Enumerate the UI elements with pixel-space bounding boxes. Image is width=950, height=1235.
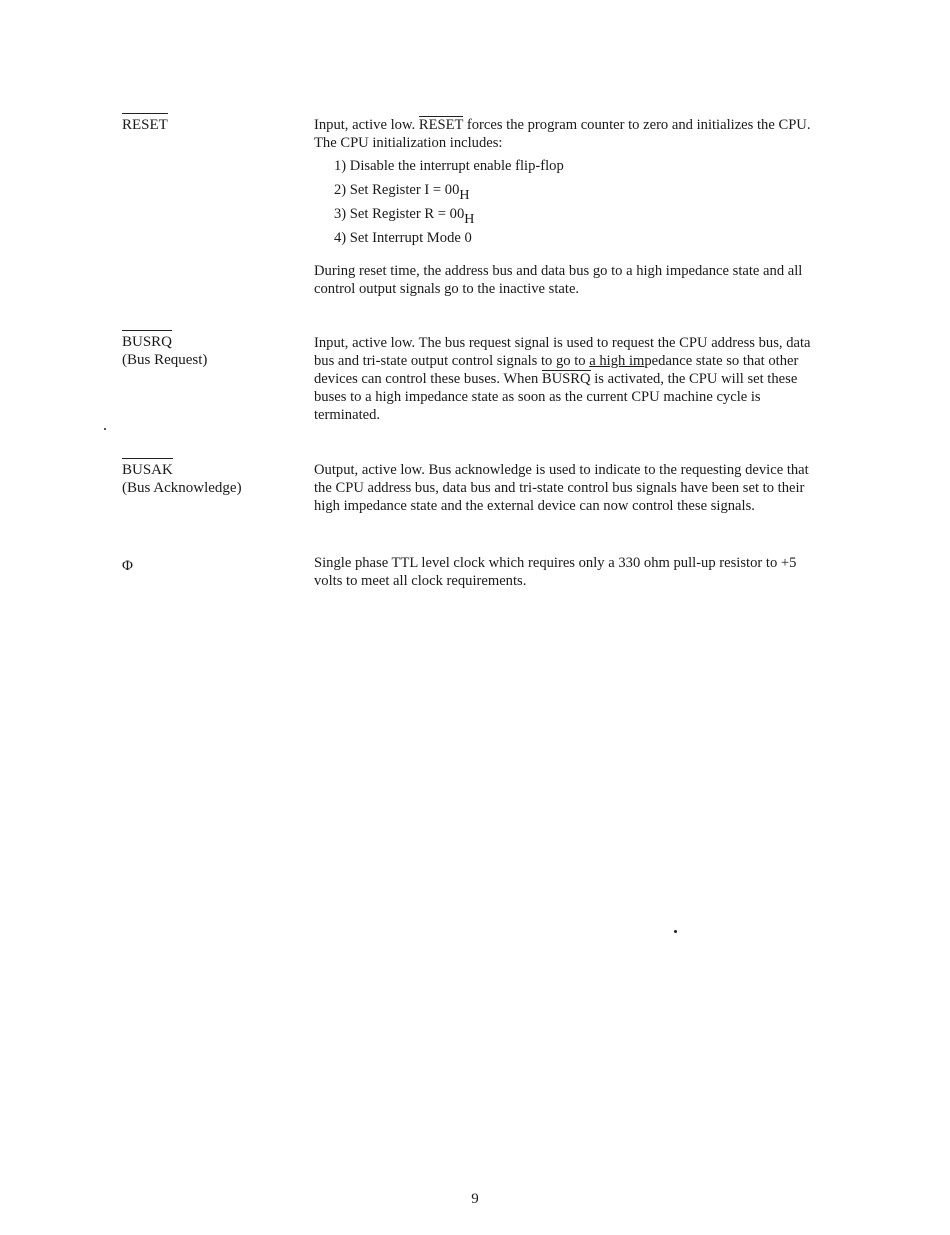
scan-speck <box>104 428 106 430</box>
busrq-description <box>314 334 814 424</box>
phi-description-text: Single phase TTL level clock which requires only a 330 ohm pull-up resistor to +5 volts to meet all clock requirements. <box>314 555 797 589</box>
busrq-description-text <box>314 334 814 424</box>
reset-signal-name: RESET <box>122 113 168 134</box>
reset-signal-label <box>122 113 168 134</box>
busrq-desc-underlined: a high im <box>589 353 645 369</box>
step-text: 3) Set Register R = 00 <box>334 206 465 222</box>
list-item <box>334 180 814 204</box>
hex-subscript: H <box>459 188 470 203</box>
phi-signal-label <box>122 555 133 575</box>
step-text: 4) Set Interrupt Mode 0 <box>334 230 472 246</box>
reset-description-lead <box>314 116 814 152</box>
reset-description <box>314 116 814 298</box>
list-item <box>334 204 814 228</box>
page-number: 9 <box>471 1191 479 1207</box>
reset-desc-part-b: forces the program counter to zero and initializes the CPU. The CPU initialization includes: <box>314 117 811 151</box>
busak-signal-name: BUSAK <box>122 458 173 479</box>
busrq-signal-name: BUSRQ <box>122 330 172 351</box>
busrq-desc-signal: BUSRQ <box>541 371 591 387</box>
reset-initialization-steps <box>334 156 814 252</box>
reset-desc-part-a: Input, active low. <box>314 117 416 133</box>
list-item <box>334 228 814 252</box>
step-text: 1) Disable the interrupt enable flip-flop <box>334 158 564 174</box>
busak-description <box>314 461 814 515</box>
busak-signal-label <box>122 458 242 497</box>
busak-subtitle: (Bus Acknowledge) <box>122 480 242 496</box>
reset-desc-signal: RESET <box>418 117 464 133</box>
list-item <box>334 156 814 180</box>
busrq-desc-part-c: is activated, the CPU will set these buses to a high impedance state as soon as the current CPU machine cycle is terminated. <box>314 371 798 423</box>
scan-speck <box>674 930 677 933</box>
busrq-signal-label <box>122 330 207 369</box>
phi-signal-name: Φ <box>122 558 133 574</box>
busrq-subtitle: (Bus Request) <box>122 352 208 368</box>
busak-description-text: Output, active low. Bus acknowledge is used to indicate to the requesting device that the CPU address bus, data bus and tri-state control bus signals have been set to their high impedance state and the external device can now control these signals. <box>314 462 809 514</box>
step-text: 2) Set Register I = 00 <box>334 182 460 198</box>
hex-subscript: H <box>464 212 475 227</box>
busrq-desc-part-a: Input, active low. The bus request signal is used to request the CPU address bus, data bus and tri-state output control signals to go to <box>314 335 811 369</box>
busrq-desc-part-b: pedance state so that other devices can control these buses. When <box>314 353 799 387</box>
phi-description <box>314 554 814 590</box>
reset-description-tail: During reset time, the address bus and data bus go to a high impedance state and all control output signals go to the inactive state. <box>314 263 803 297</box>
